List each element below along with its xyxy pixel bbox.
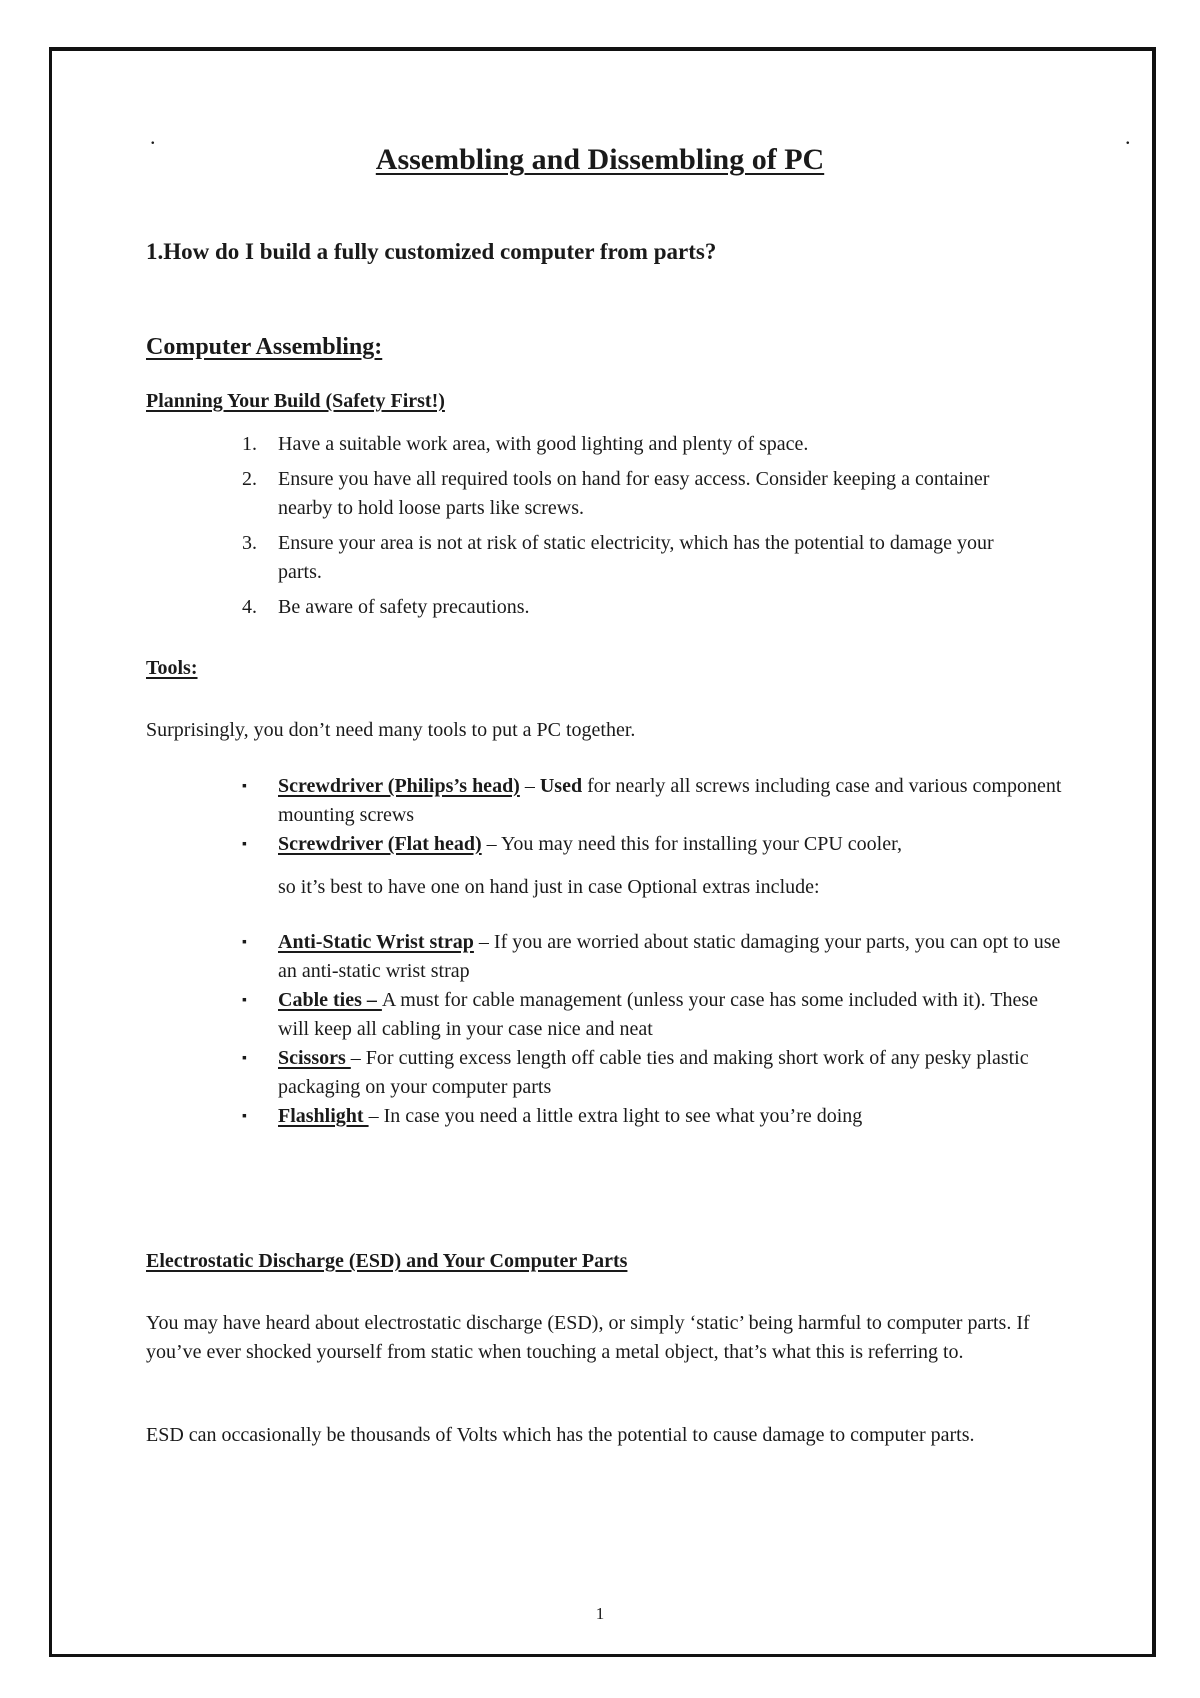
list-item: ▪ Anti-Static Wrist strap – If you are worried about static damaging your parts, you can opt to use an anti-static wrist strap	[236, 928, 1066, 986]
list-item: ▪ Flashlight – In case you need a little extra light to see what you’re doing	[236, 1102, 1066, 1131]
tools-intro: Surprisingly, you don’t need many tools to put a PC together.	[146, 719, 636, 741]
corner-mark-left: .	[150, 124, 156, 149]
bullet-icon: ▪	[242, 1051, 247, 1066]
list-item: 4. Be aware of safety precautions.	[242, 596, 530, 618]
question-heading: 1.How do I build a fully customized computer from parts?	[146, 239, 717, 264]
tools-heading: Tools:	[146, 657, 198, 679]
list-item: ▪ Cable ties – A must for cable management (unless your case has some included with it). These will keep all cabling in your case nice and neat	[236, 986, 1066, 1044]
tools-continuation: so it’s best to have one on hand just in case Optional extras include:	[278, 876, 820, 898]
list-item: 3. Ensure your area is not at risk of static electricity, which has the potential to damage your parts.	[242, 532, 994, 583]
list-item: 1. Have a suitable work area, with good lighting and plenty of space.	[242, 433, 809, 455]
bullet-icon: ▪	[242, 993, 247, 1008]
corner-mark-right: .	[1125, 124, 1131, 149]
esd-paragraph-2: ESD can occasionally be thousands of Volts which has the potential to cause damage to computer parts.	[146, 1424, 975, 1446]
tools-primary-list	[236, 772, 1066, 859]
list-item: ▪ Scissors – For cutting excess length off cable ties and making short work of any pesky plastic packaging on your computer parts	[236, 1044, 1066, 1102]
list-item: ▪ Screwdriver (Philips’s head) – Used for nearly all screws including case and various component mounting screws	[236, 772, 1066, 830]
planning-steps-list	[236, 430, 1016, 628]
page-number: 1	[595, 1604, 605, 1623]
list-item: 2. Ensure you have all required tools on hand for easy access. Consider keeping a container nearby to hold loose parts like screws.	[242, 468, 990, 519]
tools-extras-list	[236, 928, 1066, 1131]
bullet-icon: ▪	[242, 779, 247, 794]
bullet-icon: ▪	[242, 935, 247, 950]
planning-heading: Planning Your Build (Safety First!)	[146, 390, 445, 412]
section-heading-assembling: Computer Assembling:	[146, 334, 383, 360]
bullet-icon: ▪	[242, 837, 247, 852]
document-title: Assembling and Dissembling of PC	[375, 143, 825, 176]
esd-heading: Electrostatic Discharge (ESD) and Your Computer Parts	[146, 1250, 628, 1272]
esd-paragraph-1: You may have heard about electrostatic discharge (ESD), or simply ‘static’ being harmful to computer parts. If you’ve ever shocked yourself from static when touching a metal object, that’s what this is referring to.	[146, 1312, 1030, 1363]
list-item: ▪ Screwdriver (Flat head) – You may need this for installing your CPU cooler,	[236, 830, 1066, 859]
bullet-icon: ▪	[242, 1109, 247, 1124]
